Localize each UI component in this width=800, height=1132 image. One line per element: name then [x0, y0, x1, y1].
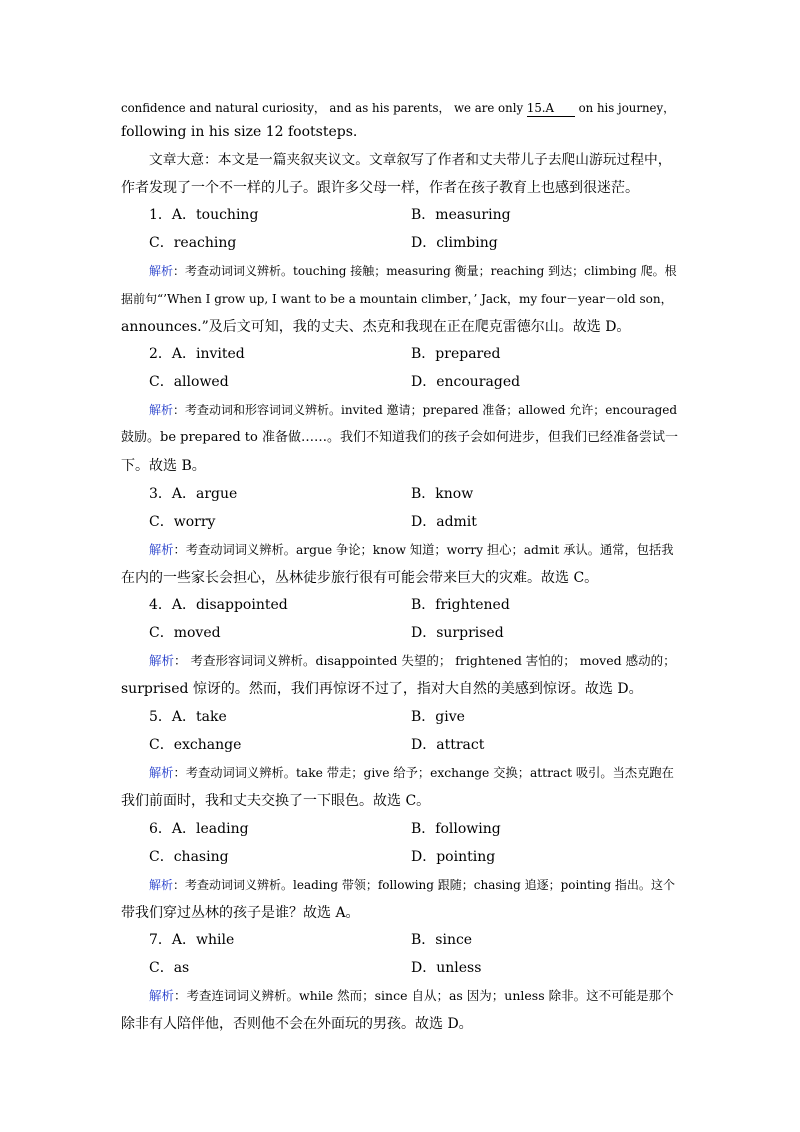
q1-analysis-line-2: 据前句“’When I grow up, I want to be a mountain climber，’ Jack，my four－year－old son，	[121, 292, 673, 306]
q3-option-b: B．know	[411, 486, 474, 502]
q7-option-c: C．as	[149, 960, 190, 976]
q6-analysis-line-2: 带我们穿过丛林的孩子是谁？故选 A。	[121, 905, 360, 921]
q4-analysis-line-1	[149, 651, 676, 671]
passage-text: confidence and natural curiosity， and as his parents， we are only	[121, 101, 527, 115]
q2-analysis-line-1	[149, 400, 677, 420]
q3-option-a: 3．A．argue	[149, 486, 238, 502]
q4-option-c: C．moved	[149, 625, 221, 641]
analysis-text: ：考查连词词义辨析。while 然而；since 自从；as 因为；unless 除非。这不可能是那个	[174, 988, 674, 1003]
passage-line-1	[121, 98, 675, 118]
answer-blank-text: 15.A	[526, 101, 555, 115]
q7-option-b: B．since	[411, 932, 473, 948]
q5-analysis-line-2: 我们前面时，我和丈夫交换了一下眼色。故选 C。	[121, 793, 431, 809]
q2-option-c: C．allowed	[149, 374, 229, 390]
passage-line-2: following in his size 12 footsteps.	[121, 124, 358, 140]
q1-analysis-line-1	[149, 261, 677, 281]
q4-option-d: D．surprised	[411, 625, 504, 641]
q3-analysis-line-2: 在内的一些家长会担心，丛林徒步旅行很有可能会带来巨大的灾难。故选 C。	[121, 570, 599, 586]
q1-option-a: 1．A．touching	[149, 207, 259, 223]
passage-text: on his journey，	[574, 101, 675, 115]
q1-option-d: D．climbing	[411, 235, 498, 251]
analysis-label: 解析	[149, 766, 174, 780]
q2-option-a: 2．A．invited	[149, 346, 245, 362]
analysis-text: ：考查动词词义辨析。take 带走；give 给予；exchange 交换；attract 吸引。当杰克跑在	[173, 766, 674, 780]
q6-option-c: C．chasing	[149, 849, 229, 865]
q5-option-c: C．exchange	[149, 737, 242, 753]
q7-analysis-line-1	[149, 986, 674, 1006]
analysis-text: ：考查动词和形容词词义辨析。invited 邀请；prepared 准备；allowed 允许；encouraged	[173, 403, 678, 417]
analysis-text: ：考查动词词义辨析。touching 接触；measuring 衡量；reaching 到达；climbing 爬。根	[173, 264, 677, 278]
q4-option-a: 4．A．disappointed	[149, 597, 288, 613]
analysis-text: ：考查动词词义辨析。argue 争论；know 知道；worry 担心；admit 承认。通常，包括我	[173, 543, 674, 557]
q5-option-a: 5．A．take	[149, 709, 227, 725]
q2-analysis-line-2: 鼓励。be prepared to 准备做……。我们不知道我们的孩子会如何进步，但我们已经准备尝试一	[121, 430, 678, 445]
q5-option-d: D．attract	[411, 737, 485, 753]
q2-analysis-line-3: 下。故选 B。	[121, 458, 206, 474]
q4-option-b: B．frightened	[411, 597, 510, 613]
q7-option-a: 7．A．while	[149, 932, 235, 948]
q6-option-d: D．pointing	[411, 849, 496, 865]
q4-analysis-line-2: surprised 惊讶的。然而，我们再惊讶不过了，指对大自然的美感到惊讶。故选 D。	[121, 681, 643, 697]
analysis-label: 解析	[149, 543, 174, 557]
answer-blank-15	[527, 100, 575, 117]
q7-analysis-line-2: 除非有人陪伴他，否则他不会在外面玩的男孩。故选 D。	[121, 1016, 473, 1032]
q7-option-d: D．unless	[411, 960, 482, 976]
q2-option-d: D．encouraged	[411, 374, 521, 390]
q3-analysis-line-1	[149, 540, 673, 560]
analysis-label: 解析	[149, 403, 174, 417]
q3-option-d: D．admit	[411, 514, 477, 530]
analysis-text: ：考查动词词义辨析。leading 带领；following 跟随；chasing 追逐；pointing 指出。这个	[173, 878, 675, 892]
q6-analysis-line-1	[149, 875, 675, 895]
q1-option-b: B．measuring	[411, 207, 511, 223]
q3-option-c: C．worry	[149, 514, 216, 530]
analysis-label: 解析	[149, 264, 174, 278]
analysis-label: 解析	[149, 988, 175, 1003]
analysis-text: ： 考查形容词词义辨析。disappointed 失望的； frightened 害怕的； moved 感动的；	[174, 653, 676, 668]
q6-option-b: B．following	[411, 821, 501, 837]
q6-option-a: 6．A．leading	[149, 821, 249, 837]
q2-option-b: B．prepared	[411, 346, 501, 362]
summary-line-2: 作者发现了一个不一样的儿子。跟许多父母一样，作者在孩子教育上也感到很迷茫。	[121, 180, 639, 196]
summary-line-1: 文章大意：本文是一篇夹叙夹议文。文章叙写了作者和丈夫带儿子去爬山游玩过程中，	[149, 152, 672, 168]
analysis-label: 解析	[149, 653, 175, 668]
q1-option-c: C．reaching	[149, 235, 237, 251]
q5-option-b: B．give	[411, 709, 465, 725]
q5-analysis-line-1	[149, 763, 674, 783]
q1-analysis-line-3: announces.”及后文可知，我的丈夫、杰克和我现在正在爬克雷德尔山。故选 D。	[121, 319, 631, 335]
analysis-label: 解析	[149, 878, 174, 892]
